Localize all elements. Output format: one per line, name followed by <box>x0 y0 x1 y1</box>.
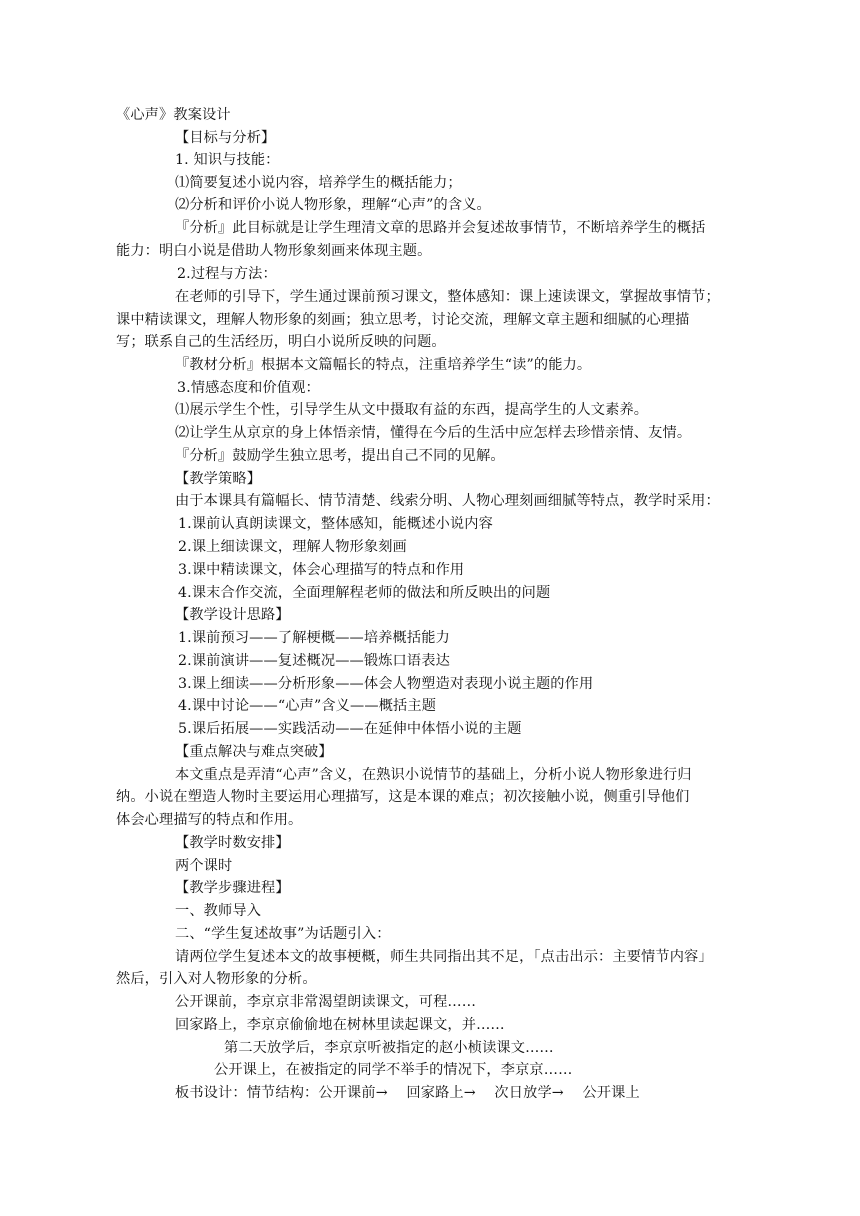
section-heading: 【教学设计思路】 <box>175 607 290 623</box>
paragraph-line: 由于本课具有篇幅长、情节清楚、线索分明、人物心理刻画细腻等特点，教学时采用： <box>175 493 720 509</box>
list-item: 1.课前预习——了解梗概——培养概括能力 <box>178 630 450 646</box>
paragraph-line: 能力：明白小说是借助人物形象刻画来体现主题。 <box>116 243 432 259</box>
paragraph-line: 课中精读课文，理解人物形象的刻画；独立思考，讨论交流，理解文章主题和细腻的心理描 <box>116 312 690 328</box>
section-heading: 【教学时数安排】 <box>175 835 290 851</box>
paragraph-line: 二、“学生复述故事”为话题引入： <box>175 926 391 942</box>
list-item: 3.课中精读课文，体会心理描写的特点和作用 <box>178 562 465 578</box>
paragraph-line: 写；联系自己的生活经历，明白小说所反映的问题。 <box>116 334 446 350</box>
list-item: 2.课上细读课文，理解人物形象刻画 <box>178 539 407 555</box>
paragraph-line: 『分析』此目标就是让学生理清文章的思路并会复述故事情节，不断培养学生的概括 <box>175 220 706 236</box>
paragraph-line: 本文重点是弄清“心声”含义，在熟识小说情节的基础上，分析小说人物形象进行归 <box>175 767 692 783</box>
paragraph-line: 回家路上，李京京偷偷地在树林里读起课文，并…… <box>175 1017 505 1033</box>
list-item: ⑵分析和评价小说人物形象，理解“心声”的含义。 <box>175 197 491 213</box>
paragraph-line: 公开课上，在被指定的同学不举手的情况下，李京京…… <box>214 1062 573 1078</box>
section-heading: 【重点解决与难点突破】 <box>175 744 333 760</box>
blackboard-design-line: 板书设计：情节结构：公开课前→ 回家路上→ 次日放学→ 公开课上 <box>175 1085 640 1101</box>
list-item: 4.课中讨论——“心声”含义——概括主题 <box>178 698 437 714</box>
paragraph-line: 纳。小说在塑造人物时主要运用心理描写，这是本课的难点；初次接触小说，侧重引导他们 <box>116 789 690 805</box>
paragraph-line: 『教材分析』根据本文篇幅长的特点，注重培养学生“读”的能力。 <box>175 357 592 373</box>
paragraph-line: 一、教师导入 <box>175 903 262 919</box>
paragraph-line: 请两位学生复述本文的故事梗概，师生共同指出其不足，「点击出示：主要情节内容」 <box>175 949 713 965</box>
paragraph-line: 两个课时 <box>175 858 233 874</box>
document-title: 《心声》教案设计 <box>116 107 231 123</box>
paragraph-line: 在老师的引导下，学生通过课前预习课文，整体感知：课上速读课文，掌握故事情节； <box>175 289 720 305</box>
paragraph-line: 公开课前，李京京非常渴望朗读课文，可程…… <box>175 994 477 1010</box>
subsection-heading: 1. 知识与技能： <box>175 152 280 168</box>
paragraph-line: 体会心理描写的特点和作用。 <box>116 812 303 828</box>
section-heading: 【教学步骤进程】 <box>175 880 290 896</box>
paragraph-line: 『分析』鼓励学生独立思考，提出自己不同的见解。 <box>175 448 505 464</box>
paragraph-line: 然后，引入对人物形象的分析。 <box>116 971 317 987</box>
subsection-heading: 3.情感态度和价值观： <box>177 380 320 396</box>
section-heading: 【教学策略】 <box>175 471 262 487</box>
list-item: ⑴简要复述小说内容，培养学生的概括能力； <box>175 175 462 191</box>
list-item: 3.课上细读——分析形象——体会人物塑造对表现小说主题的作用 <box>178 676 594 692</box>
list-item: 4.课末合作交流，全面理解程老师的做法和所反映出的问题 <box>178 585 551 601</box>
subsection-heading: 2.过程与方法： <box>177 266 277 282</box>
list-item: 1.课前认真朗读课文，整体感知，能概述小说内容 <box>178 516 493 532</box>
list-item: ⑴展示学生个性，引导学生从文中摄取有益的东西，提高学生的人文素养。 <box>175 402 649 418</box>
list-item: 5.课后拓展——实践活动——在延伸中体悟小说的主题 <box>178 721 522 737</box>
paragraph-line: 第二天放学后，李京京听被指定的赵小桢读课文…… <box>224 1040 554 1056</box>
section-heading: 【目标与分析】 <box>175 130 276 146</box>
list-item: 2.课前演讲——复述概况——锻炼口语表达 <box>178 653 450 669</box>
list-item: ⑵让学生从京京的身上体悟亲情，懂得在今后的生活中应怎样去珍惜亲情、友情。 <box>175 425 692 441</box>
